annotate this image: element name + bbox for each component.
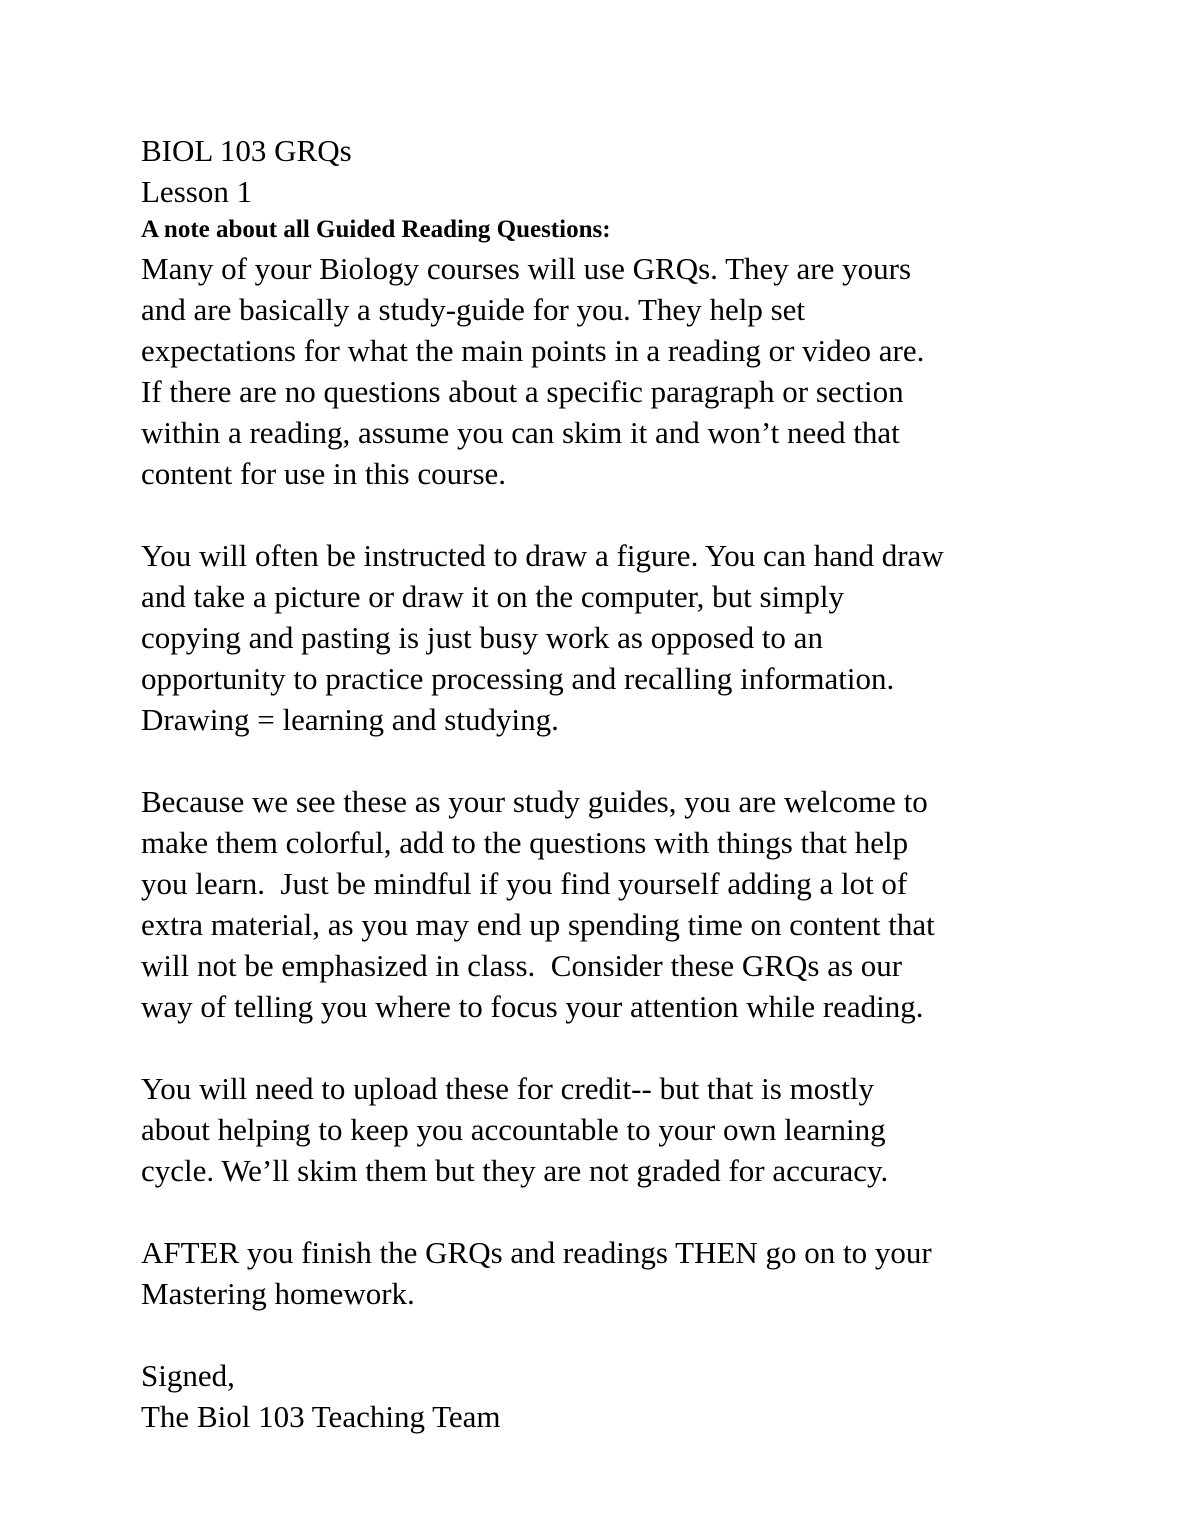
paragraph-line: If there are no questions about a specific paragraph or section — [141, 374, 904, 409]
paragraph-spacer — [141, 1191, 1081, 1232]
paragraph-drawing — [141, 535, 1081, 740]
signature-block — [141, 1355, 1081, 1437]
note-heading: A note about all Guided Reading Questions: — [141, 216, 611, 243]
paragraph-line: expectations for what the main points in a reading or video are. — [141, 333, 925, 368]
paragraph-line: content for use in this course. — [141, 456, 507, 491]
course-title: BIOL 103 GRQs — [141, 133, 352, 168]
signature-signer: The Biol 103 Teaching Team — [141, 1399, 501, 1434]
paragraph-line: Mastering homework. — [141, 1276, 415, 1311]
paragraph-line: AFTER you finish the GRQs and readings THEN go on to your — [141, 1235, 932, 1270]
paragraph-after — [141, 1232, 1081, 1314]
document-body — [141, 130, 1081, 1437]
paragraph-spacer — [141, 740, 1081, 781]
paragraph-line: and are basically a study-guide for you. They help set — [141, 292, 806, 327]
paragraph-line: You will need to upload these for credit-- but that is mostly — [141, 1071, 874, 1106]
paragraph-line: and take a picture or draw it on the computer, but simply — [141, 579, 844, 614]
paragraph-line: Because we see these as your study guides, you are welcome to — [141, 784, 928, 819]
paragraph-upload — [141, 1068, 1081, 1191]
paragraph-intro — [141, 248, 1081, 494]
paragraph-line: within a reading, assume you can skim it and won’t need that — [141, 415, 900, 450]
paragraph-study-guides — [141, 781, 1081, 1027]
paragraph-line: Many of your Biology courses will use GRQs. They are yours — [141, 251, 912, 286]
paragraph-line: will not be emphasized in class. Consider these GRQs as our — [141, 948, 903, 983]
paragraph-line: Drawing = learning and studying. — [141, 702, 559, 737]
paragraph-line: about helping to keep you accountable to your own learning — [141, 1112, 886, 1147]
paragraph-spacer — [141, 494, 1081, 535]
paragraph-line: You will often be instructed to draw a figure. You can hand draw — [141, 538, 944, 573]
paragraph-line: extra material, as you may end up spending time on content that — [141, 907, 935, 942]
paragraph-line: make them colorful, add to the questions with things that help — [141, 825, 909, 860]
paragraph-line: cycle. We’ll skim them but they are not graded for accuracy. — [141, 1153, 889, 1188]
signature-closing: Signed, — [141, 1358, 235, 1393]
paragraph-line: way of telling you where to focus your attention while reading. — [141, 989, 924, 1024]
lesson-title: Lesson 1 — [141, 174, 253, 209]
paragraph-line: copying and pasting is just busy work as opposed to an — [141, 620, 823, 655]
paragraph-line: you learn. Just be mindful if you find yourself adding a lot of — [141, 866, 908, 901]
paragraph-spacer — [141, 1027, 1081, 1068]
paragraph-spacer — [141, 1314, 1081, 1355]
paragraph-line: opportunity to practice processing and recalling information. — [141, 661, 895, 696]
